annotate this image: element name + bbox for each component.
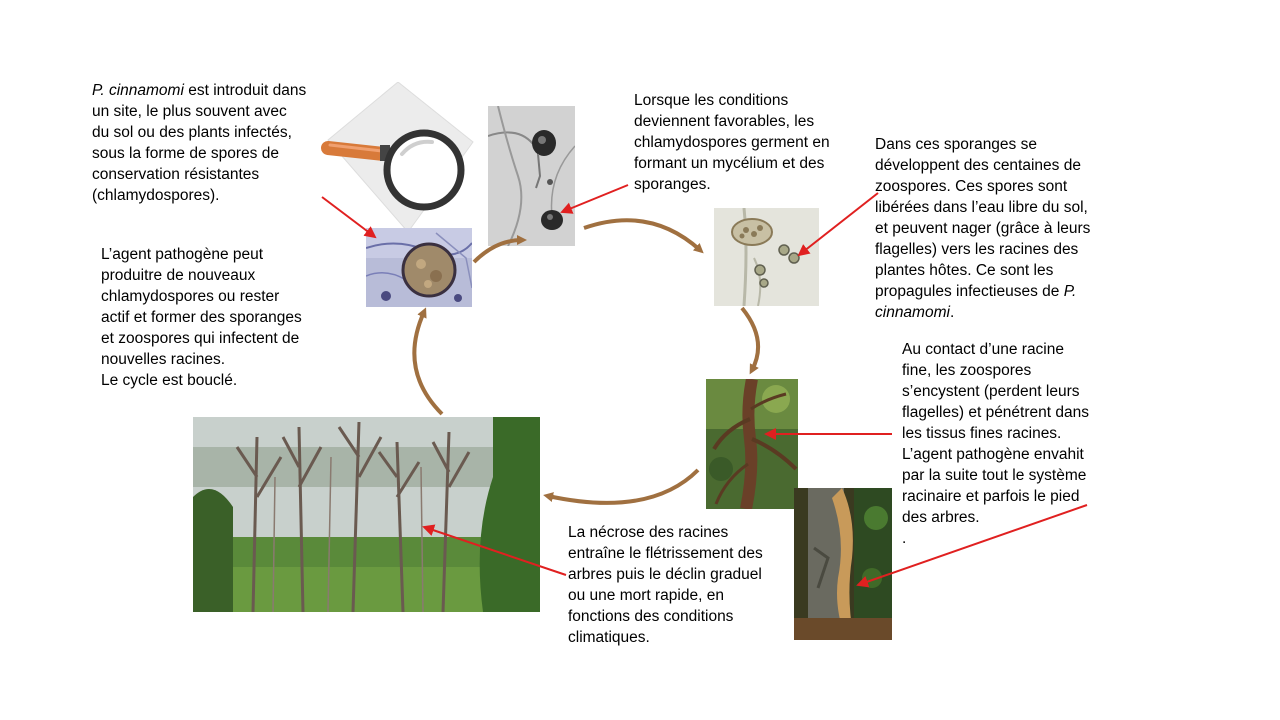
species-name-part2: cinnamomi: [875, 304, 950, 321]
pointer-lesion: [858, 505, 1087, 585]
step-zoospores-end: .: [949, 304, 955, 321]
step-necrosis-text: La nécrose des racines entraîne le flétrissement des arbres puis le déclin graduel ou une mort rapide, en fonctions des conditions climatiques.: [568, 524, 763, 646]
pointer-forest: [424, 527, 566, 575]
pointer-germination: [562, 185, 628, 212]
step-infection-text: Au contact d’une racine fine, les zoospores s’encystent (perdent leurs flagelles) et pénétrent dans les tissus fines racines. L’agent pathogène envahit par la suite tout le système racinaire et parfois le pied des arbres. .: [902, 341, 1089, 547]
step-cycle-text: L’agent pathogène peut produitre de nouveaux chlamydospores ou rester actif et former des sporanges et zoospores qui infectent de nouvelles racines. Le cycle est bouclé.: [101, 246, 302, 389]
species-name: P. cinnamomi: [92, 82, 184, 99]
cycle-arrow-1: [474, 240, 522, 262]
pointer-zoospores: [799, 193, 878, 255]
cycle-arrow-2: [584, 220, 700, 250]
cycle-arrow-3: [742, 308, 758, 370]
cycle-arrow-5: [414, 312, 442, 414]
step-germination-text: Lorsque les conditions deviennent favorables, les chlamydospores germent en formant un mycélium et des sporanges.: [634, 92, 830, 193]
pointer-chlamydospore: [322, 197, 375, 237]
step-intro-body: est introduit dans un site, le plus souvent avec du sol ou des plants infectés, sous la forme de spores de conservation résistantes (chlamydospores).: [92, 82, 307, 204]
step-zoospores-body: Dans ces sporanges se développent des centaines de zoospores. Ces spores sont libérées dans l’eau libre du sol, et peuvent nager (grâce à leurs flagelles) vers les racines des plantes hôtes. Ce sont les propagules infectieuses de: [875, 136, 1091, 300]
species-name-part1: P.: [1063, 283, 1077, 300]
cycle-arrow-4: [548, 470, 698, 503]
